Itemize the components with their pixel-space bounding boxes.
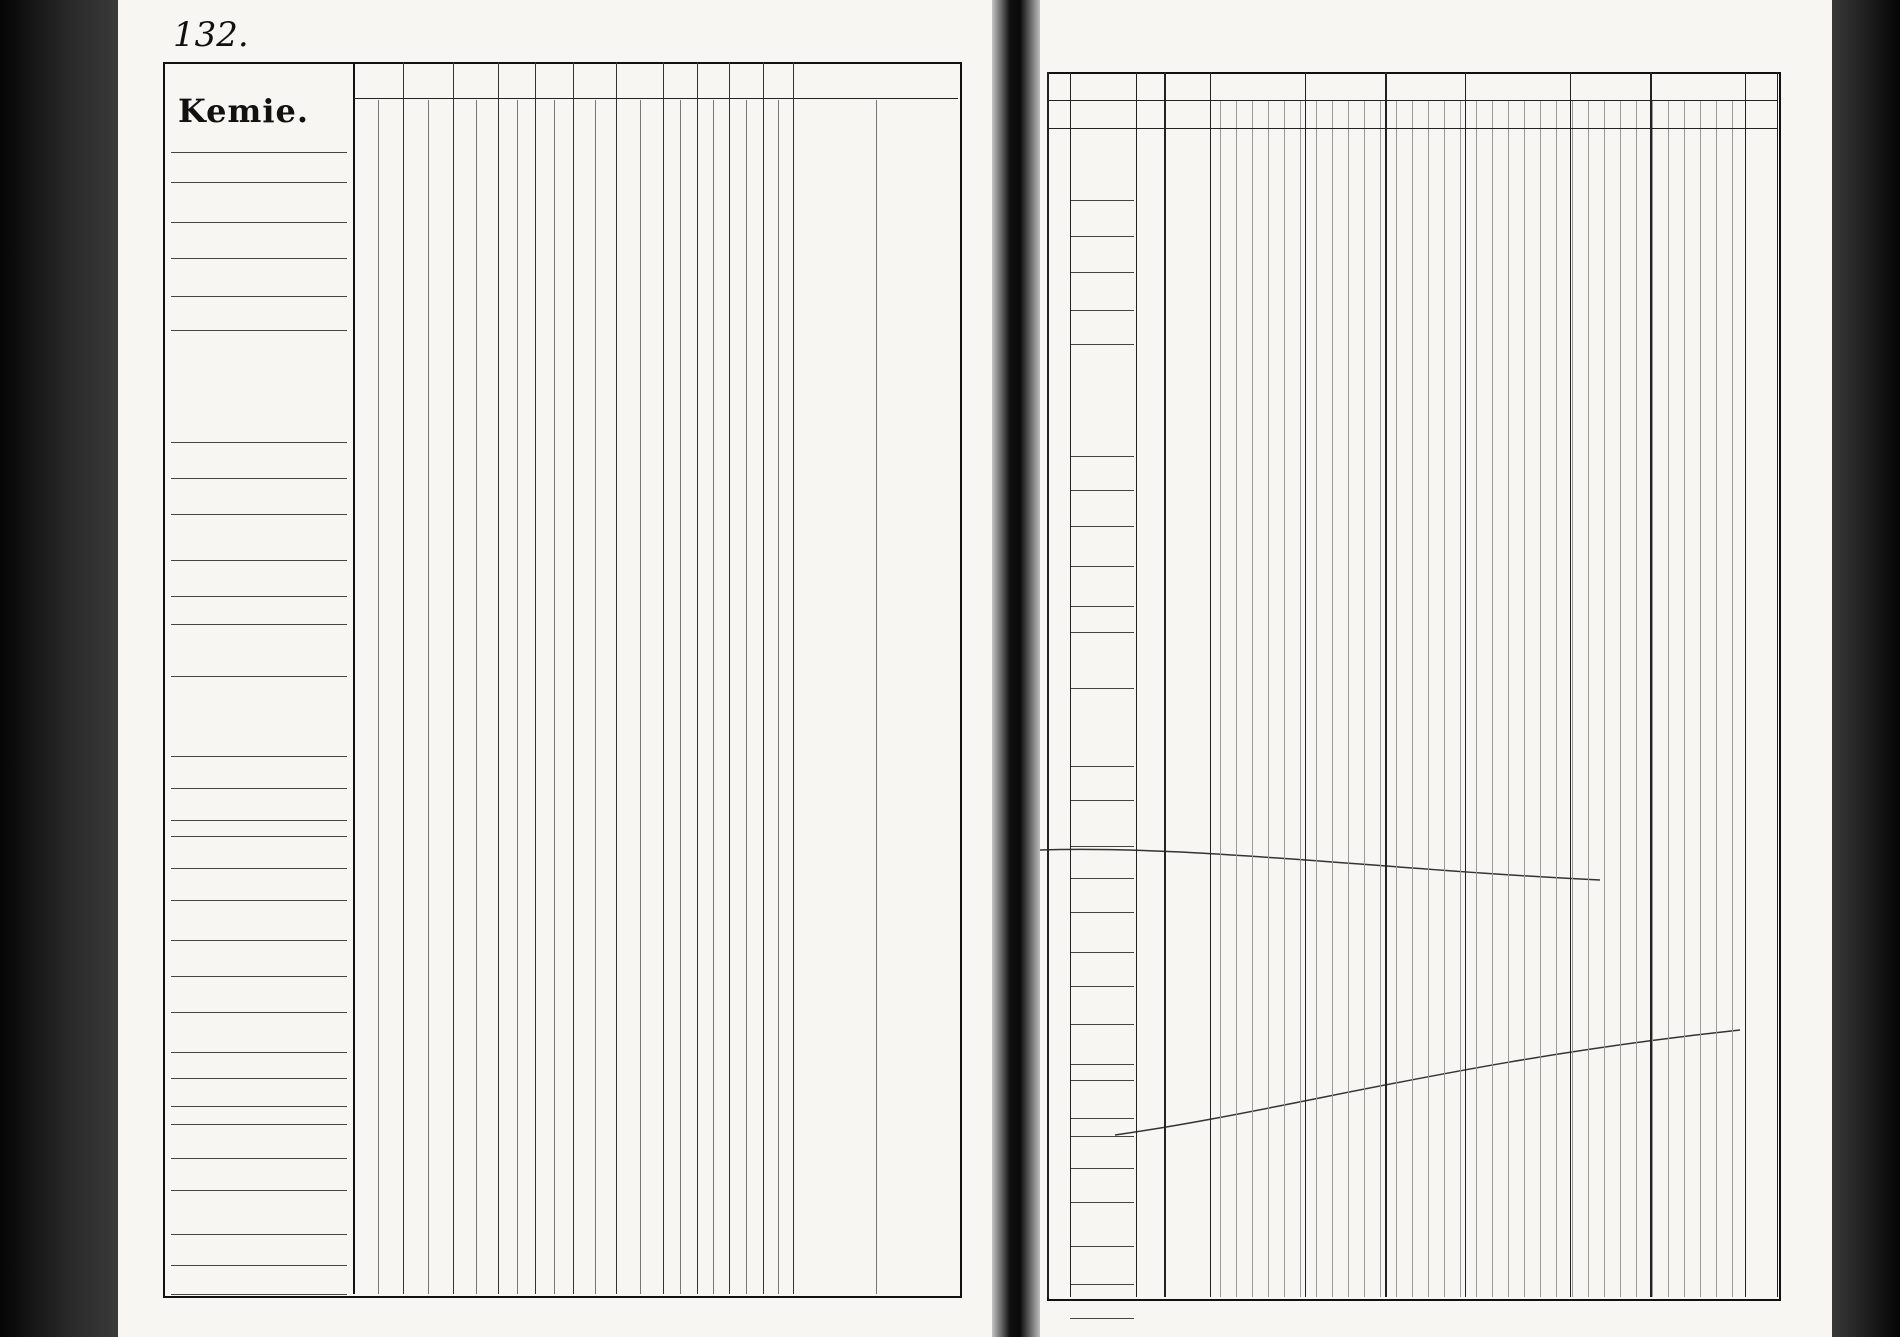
tally-subdivider xyxy=(1300,100,1301,1297)
right-column-divider xyxy=(1070,72,1071,1297)
name-underline xyxy=(171,1052,347,1053)
name-underline xyxy=(171,596,347,597)
name-underline xyxy=(171,1265,347,1266)
name-underline xyxy=(171,788,347,789)
column-divider xyxy=(616,62,617,1294)
name-underline xyxy=(171,514,347,515)
tally-subdivider xyxy=(1364,100,1365,1297)
subcolumn-divider xyxy=(428,100,429,1294)
tally-subdivider xyxy=(1236,100,1237,1297)
name-underline xyxy=(171,182,347,183)
tally-subdivider xyxy=(1476,100,1477,1297)
tally-subdivider xyxy=(1332,100,1333,1297)
header-rule xyxy=(353,98,958,99)
tally-subdivider xyxy=(1716,100,1717,1297)
book-spine-right xyxy=(1830,0,1900,1337)
name-underline xyxy=(171,560,347,561)
tally-subdivider xyxy=(1284,100,1285,1297)
ink-line xyxy=(1040,0,1832,1337)
subcolumn-divider xyxy=(876,100,877,1294)
name-underline xyxy=(171,222,347,223)
right-column-divider xyxy=(1047,72,1049,1297)
tally-subdivider xyxy=(1700,100,1701,1297)
tally-subdivider xyxy=(1732,100,1733,1297)
right-column-divider xyxy=(1385,72,1387,1297)
tally-subdivider xyxy=(1316,100,1317,1297)
tally-subdivider xyxy=(1620,100,1621,1297)
tally-subdivider xyxy=(1540,100,1541,1297)
column-divider xyxy=(498,62,499,1294)
right-subheader-rule xyxy=(1047,128,1777,129)
subcolumn-divider xyxy=(554,100,555,1294)
left-table-frame xyxy=(163,62,962,1298)
tally-subdivider xyxy=(1396,100,1397,1297)
name-underline xyxy=(171,258,347,259)
name-underline xyxy=(171,976,347,977)
column-divider xyxy=(453,62,454,1294)
tally-subdivider xyxy=(1508,100,1509,1297)
tally-subdivider xyxy=(1604,100,1605,1297)
name-underline xyxy=(171,756,347,757)
subcolumn-divider xyxy=(778,100,779,1294)
subcolumn-divider xyxy=(746,100,747,1294)
tally-subdivider xyxy=(1380,100,1381,1297)
subcolumn-divider xyxy=(517,100,518,1294)
name-underline xyxy=(171,296,347,297)
column-divider xyxy=(663,62,664,1294)
name-underline xyxy=(171,820,347,821)
right-column-divider xyxy=(1465,72,1466,1297)
name-underline xyxy=(171,1012,347,1013)
name-underline xyxy=(171,1106,347,1107)
name-underline xyxy=(171,152,347,153)
column-divider xyxy=(535,62,536,1294)
tally-subdivider xyxy=(1412,100,1413,1297)
tally-subdivider xyxy=(1444,100,1445,1297)
parish-title: Kemie. xyxy=(178,92,309,130)
tally-subdivider xyxy=(1684,100,1685,1297)
tally-subdivider xyxy=(1252,100,1253,1297)
name-underline xyxy=(171,1078,347,1079)
tally-subdivider xyxy=(1268,100,1269,1297)
name-underline xyxy=(171,1124,347,1125)
name-underline xyxy=(171,900,347,901)
name-underline xyxy=(171,1190,347,1191)
tally-subdivider xyxy=(1636,100,1637,1297)
tally-subdivider xyxy=(1556,100,1557,1297)
left-page xyxy=(118,0,992,1337)
name-underline xyxy=(171,478,347,479)
right-column-divider xyxy=(1164,72,1166,1297)
column-divider xyxy=(573,62,574,1294)
subcolumn-divider xyxy=(680,100,681,1294)
subcolumn-divider xyxy=(713,100,714,1294)
tally-subdivider xyxy=(1588,100,1589,1297)
tally-subdivider xyxy=(1524,100,1525,1297)
subcolumn-divider xyxy=(476,100,477,1294)
right-page xyxy=(1040,0,1832,1337)
column-divider xyxy=(793,62,794,1294)
right-column-divider xyxy=(1210,72,1211,1297)
tally-subdivider xyxy=(1428,100,1429,1297)
column-divider xyxy=(697,62,698,1294)
book-gutter xyxy=(990,0,1040,1337)
right-column-divider xyxy=(1777,72,1778,1297)
name-underline xyxy=(171,836,347,837)
subcolumn-divider xyxy=(378,100,379,1294)
right-column-divider xyxy=(1136,72,1137,1297)
right-column-divider xyxy=(1745,72,1746,1297)
tally-subdivider xyxy=(1220,100,1221,1297)
name-underline xyxy=(171,940,347,941)
right-column-divider xyxy=(1305,72,1306,1297)
tally-subdivider xyxy=(1348,100,1349,1297)
column-divider xyxy=(763,62,764,1294)
name-underline xyxy=(171,868,347,869)
name-underline xyxy=(171,1294,347,1295)
page-number: 132. xyxy=(173,15,249,55)
column-divider xyxy=(353,62,355,1294)
column-divider xyxy=(403,62,404,1294)
right-column-divider xyxy=(1570,72,1571,1297)
subcolumn-divider xyxy=(640,100,641,1294)
tally-subdivider xyxy=(1572,100,1573,1297)
tally-subdivider xyxy=(1668,100,1669,1297)
tally-subdivider xyxy=(1652,100,1653,1297)
tally-subdivider xyxy=(1492,100,1493,1297)
name-underline xyxy=(171,1234,347,1235)
right-header-rule xyxy=(1047,100,1777,101)
name-underline xyxy=(171,442,347,443)
column-divider xyxy=(729,62,730,1294)
name-underline xyxy=(171,676,347,677)
name-underline xyxy=(171,624,347,625)
name-underline xyxy=(171,1158,347,1159)
tally-subdivider xyxy=(1460,100,1461,1297)
name-underline xyxy=(171,330,347,331)
book-spine-left xyxy=(0,0,120,1337)
subcolumn-divider xyxy=(595,100,596,1294)
